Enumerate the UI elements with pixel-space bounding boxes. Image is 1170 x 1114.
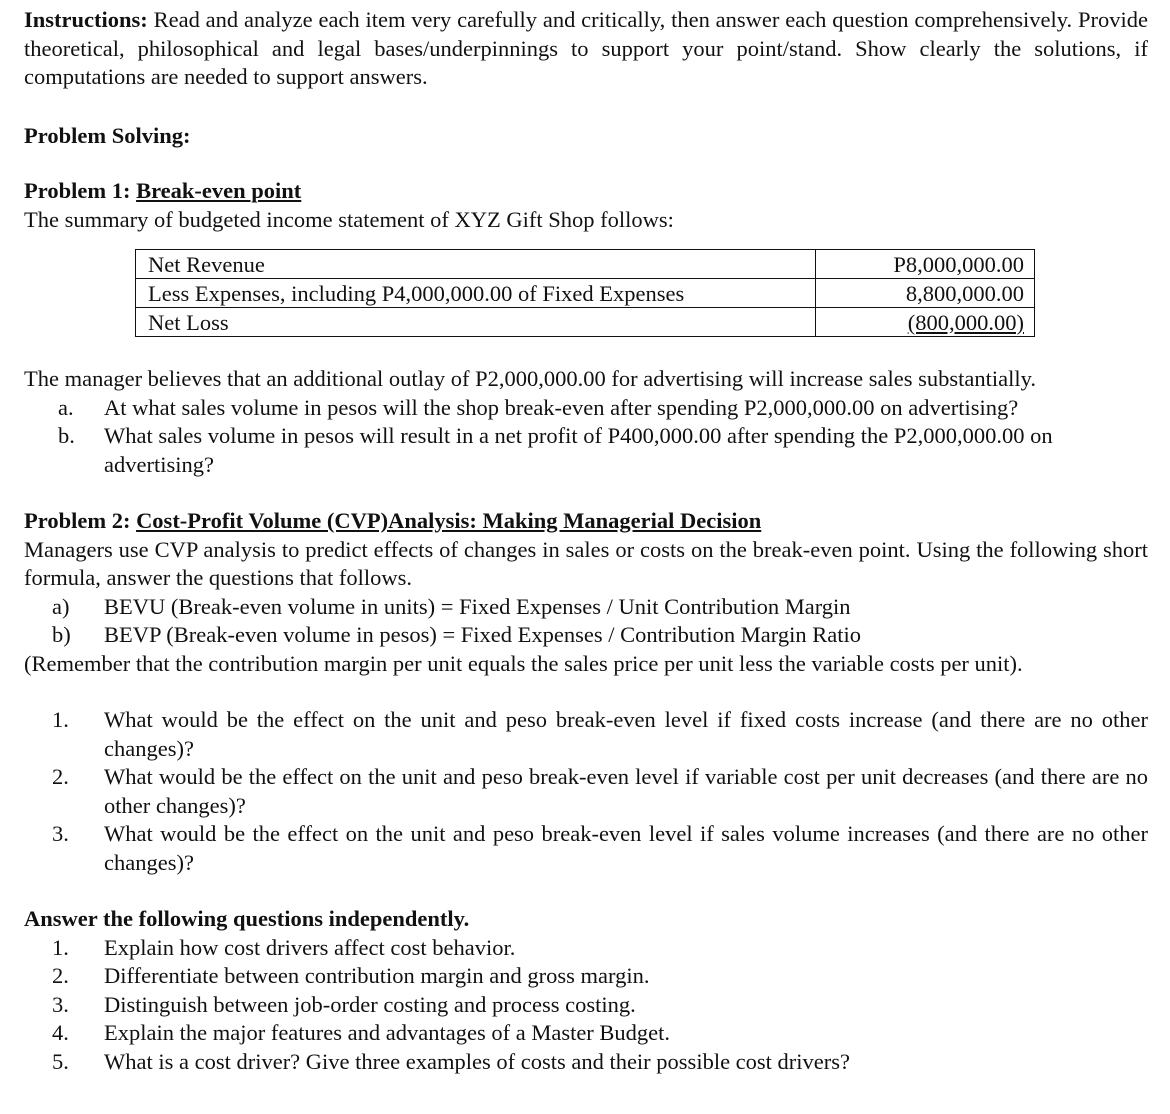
manager-statement: The manager believes that an additional outlay of P2,000,000.00 for advertising will increase sales substantially. [24, 366, 1037, 391]
list-marker: 2. [52, 963, 69, 988]
problem2-heading [24, 507, 1148, 536]
table-cell-item: Net Loss [136, 308, 816, 337]
list-text: At what sales volume in pesos will the shop break-even after spending P2,000,000.00 on advertising? [104, 394, 1019, 420]
table-row [136, 279, 1035, 308]
list-marker: b. [58, 423, 75, 448]
problem2-title: Cost-Profit Volume (CVP)Analysis: Making Managerial Decision [136, 508, 762, 533]
list-marker: 1. [52, 934, 69, 960]
problem2-label: Problem 2: [24, 508, 137, 533]
list-marker: b) [52, 622, 71, 647]
list-item [24, 621, 1148, 650]
list-item [24, 422, 1148, 479]
problem2-formulas [24, 593, 1148, 650]
remember-note: (Remember that the contribution margin per unit equals the sales price per unit less the variable costs per unit). [24, 650, 1023, 676]
list-marker: 3. [52, 821, 69, 846]
list-marker: 3. [52, 991, 69, 1017]
table-row [136, 250, 1035, 279]
list-text: BEVU (Break-even volume in units) = Fixed Expenses / Unit Contribution Margin [104, 593, 851, 619]
list-text: Distinguish between job-order costing and process costing. [104, 991, 636, 1017]
list-item [24, 991, 1148, 1020]
list-item [24, 962, 1148, 991]
problem2-questions [24, 706, 1148, 877]
list-item [24, 706, 1148, 763]
list-item [24, 593, 1148, 622]
instructions-paragraph [24, 6, 1148, 92]
list-marker: 1. [52, 707, 69, 732]
income-statement-table [135, 249, 1035, 337]
problem1-heading [24, 177, 1148, 206]
table-cell-amount: P8,000,000.00 [816, 250, 1035, 279]
list-item [24, 934, 1148, 963]
problem1-questions [24, 394, 1148, 480]
list-text: What would be the effect on the unit and peso break-even level if sales volume increases (and there are no other changes)? [104, 821, 1148, 875]
list-text: BEVP (Break-even volume in pesos) = Fixed Expenses / Contribution Margin Ratio [104, 622, 861, 647]
list-item [24, 820, 1148, 877]
problem1-label: Problem 1: [24, 178, 137, 203]
problem1-title: Break-even point [136, 178, 302, 203]
list-item [24, 1048, 1148, 1077]
table-cell-amount: (800,000.00) [816, 308, 1035, 337]
list-marker: 4. [52, 1020, 69, 1045]
list-item [24, 394, 1148, 423]
list-text: Differentiate between contribution margin and gross margin. [104, 963, 650, 988]
list-marker: 2. [52, 764, 69, 789]
table-cell-item: Less Expenses, including P4,000,000.00 of Fixed Expenses [136, 279, 816, 308]
table-row [136, 308, 1035, 337]
list-text: What would be the effect on the unit and peso break-even level if fixed costs increase (and there are no other changes)? [104, 707, 1148, 761]
list-item [24, 1019, 1148, 1048]
problem2-intro: Managers use CVP analysis to predict effects of changes in sales or costs on the break-even point. Using the following short formula, answer the questions that follows. [24, 536, 1148, 590]
answer-questions [24, 934, 1148, 1077]
list-marker: a) [52, 593, 70, 619]
problem1-intro: The summary of budgeted income statement of XYZ Gift Shop follows: [24, 206, 674, 232]
table-cell-item: Net Revenue [136, 250, 816, 279]
list-text: What is a cost driver? Give three examples of costs and their possible cost drivers? [104, 1048, 851, 1074]
list-text: Explain how cost drivers affect cost behavior. [104, 934, 516, 960]
instructions-label: Instructions: [24, 7, 148, 32]
list-text: What sales volume in pesos will result in a net profit of P400,000.00 after spending the P2,000,000.00 on advertising? [104, 423, 1053, 477]
table-cell-amount: 8,800,000.00 [816, 279, 1035, 308]
list-marker: 5. [52, 1048, 69, 1074]
problem-solving-heading: Problem Solving: [24, 122, 191, 148]
list-item [24, 763, 1148, 820]
instructions-text: Read and analyze each item very carefully and critically, then answer each question comprehensively. Provide theoretical, philosophical and legal bases/underpinnings to support your point/stand. Show clearly the solutions, if computations are needed to support answers. [24, 7, 1148, 89]
answer-section-heading: Answer the following questions independently. [24, 906, 470, 931]
list-text: What would be the effect on the unit and peso break-even level if variable cost per unit decreases (and there are no other changes)? [104, 764, 1148, 818]
list-text: Explain the major features and advantages of a Master Budget. [104, 1020, 671, 1045]
list-marker: a. [58, 394, 74, 420]
